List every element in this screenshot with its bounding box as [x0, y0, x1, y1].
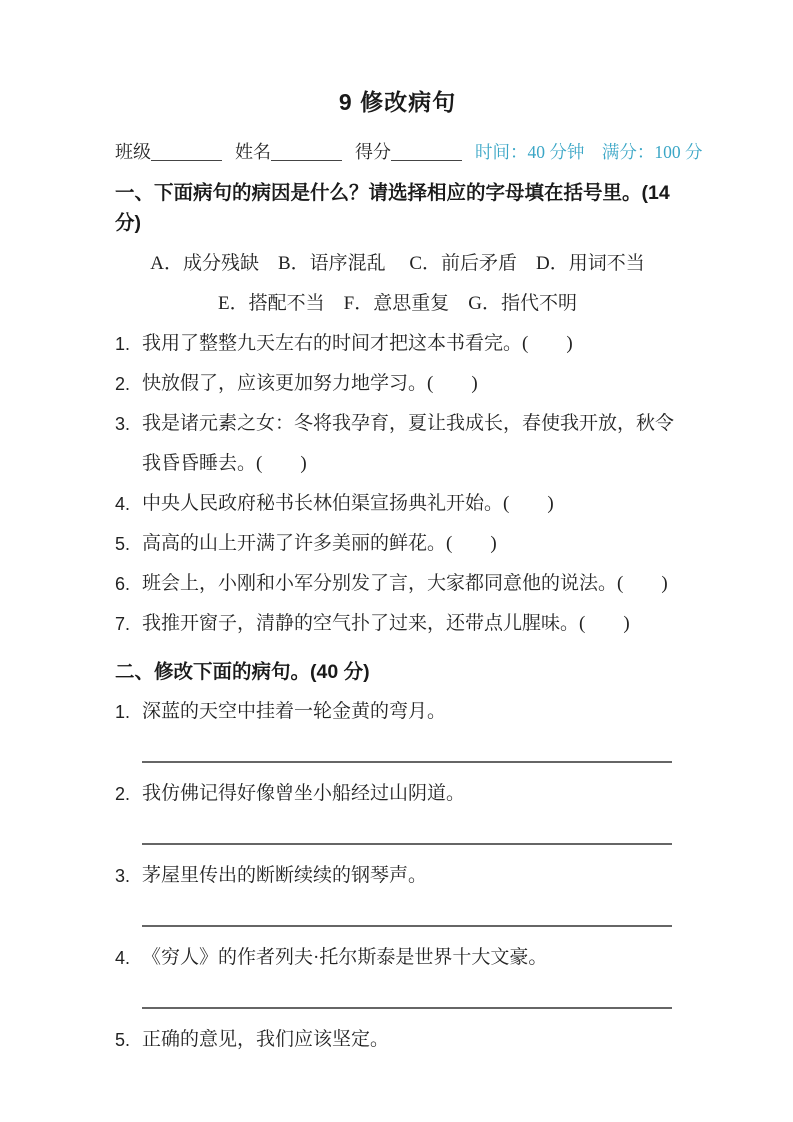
s2-question-5	[115, 1020, 680, 1060]
s2-item-2	[115, 774, 680, 845]
s2-question-3	[115, 856, 680, 896]
answer-blank-line[interactable]	[142, 925, 672, 927]
option-rows	[115, 244, 680, 324]
question-text: 班会上，小刚和小军分别发了言，大家都同意他的说法。( )	[142, 573, 668, 594]
question-number: 4.	[115, 948, 131, 968]
s1-question-1	[115, 324, 680, 364]
score-blank[interactable]	[391, 159, 462, 161]
option-row-2: E．搭配不当 F．意思重复 G．指代不明	[218, 293, 577, 314]
question-number: 2.	[115, 784, 131, 804]
question-number: 7.	[115, 614, 131, 634]
s2-item-4	[115, 938, 680, 1009]
s2-item-5	[115, 1020, 680, 1060]
score-label: 得分	[355, 142, 391, 162]
s2-item-1	[115, 692, 680, 763]
question-text: 我推开窗子，清静的空气扑了过来，还带点儿腥味。( )	[142, 613, 630, 634]
s1-question-6	[115, 564, 680, 604]
option-row-1: A．成分残缺 B．语序混乱 C．前后矛盾 D．用词不当	[150, 253, 645, 274]
question-number: 3.	[115, 866, 131, 886]
s1-question-4	[115, 484, 680, 524]
question-text: 深蓝的天空中挂着一轮金黄的弯月。	[142, 701, 447, 722]
question-text: 我是诸元素之女：冬将我孕育，夏让我成长，春使我开放，秋令我昏昏睡去。( )	[142, 413, 675, 474]
student-info-row	[115, 138, 703, 164]
name-field	[235, 138, 342, 164]
answer-blank-line[interactable]	[142, 1007, 672, 1009]
class-field	[115, 138, 222, 164]
section1-heading: 一、下面病句的病因是什么？请选择相应的字母填在括号里。(14 分)	[115, 182, 670, 234]
question-text: 高高的山上开满了许多美丽的鲜花。( )	[142, 533, 497, 554]
question-number: 5.	[115, 534, 131, 554]
s1-question-3	[115, 404, 680, 484]
question-number: 6.	[115, 574, 131, 594]
answer-blank-line[interactable]	[142, 843, 672, 845]
s2-question-2	[115, 774, 680, 814]
section2-heading: 二、修改下面的病句。(40 分)	[115, 661, 370, 683]
name-blank[interactable]	[271, 159, 342, 161]
question-text: 我仿佛记得好像曾坐小船经过山阴道。	[142, 783, 466, 804]
question-text: 正确的意见，我们应该坚定。	[142, 1029, 390, 1050]
name-label: 姓名	[235, 142, 271, 162]
time-score-info: 时间：40 分钟 满分：100 分	[475, 142, 703, 162]
s1-question-7	[115, 604, 680, 644]
question-text: 茅屋里传出的断断续续的钢琴声。	[142, 865, 428, 886]
question-number: 1.	[115, 702, 131, 722]
s2-question-1	[115, 692, 680, 732]
score-field	[355, 138, 462, 164]
answer-blank-line[interactable]	[142, 761, 672, 763]
question-number: 4.	[115, 494, 131, 514]
question-text: 中央人民政府秘书长林伯渠宣扬典礼开始。( )	[142, 493, 554, 514]
s2-item-3	[115, 856, 680, 927]
question-text: 快放假了，应该更加努力地学习。( )	[142, 373, 478, 394]
question-text: 《穷人》的作者列夫·托尔斯泰是世界十大文豪。	[142, 947, 548, 968]
question-number: 5.	[115, 1030, 131, 1050]
s1-question-2	[115, 364, 680, 404]
class-label: 班级	[115, 142, 151, 162]
question-text: 我用了整整九天左右的时间才把这本书看完。( )	[142, 333, 573, 354]
class-blank[interactable]	[151, 159, 222, 161]
s1-question-5	[115, 524, 680, 564]
s2-question-4	[115, 938, 680, 978]
question-number: 1.	[115, 334, 131, 354]
question-number: 3.	[115, 414, 131, 434]
question-number: 2.	[115, 374, 131, 394]
page-title: 9 修改病句	[338, 89, 457, 115]
